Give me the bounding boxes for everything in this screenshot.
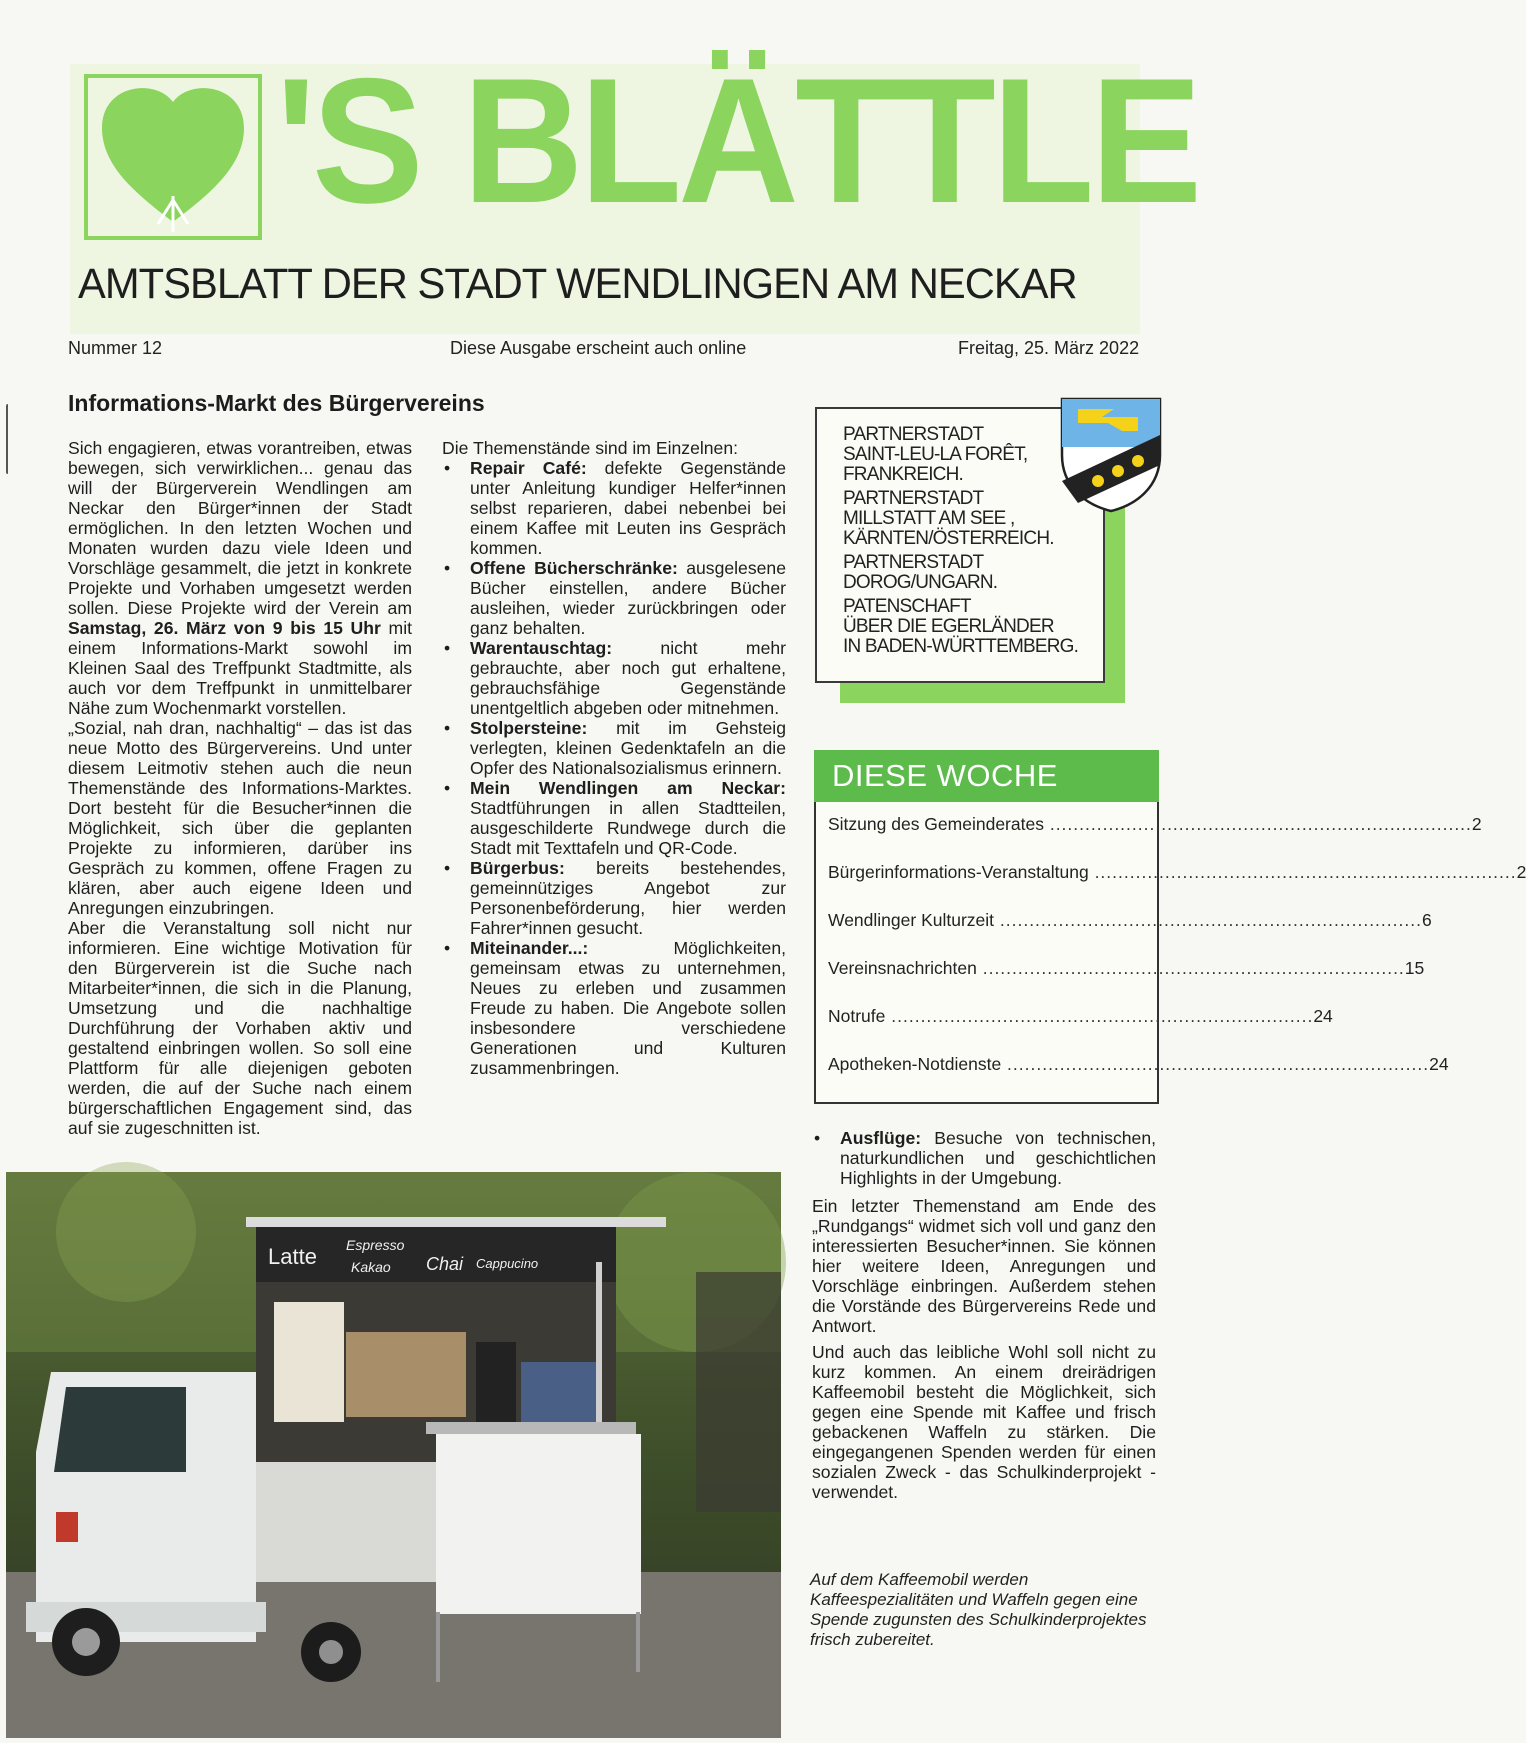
bullet-icon: • xyxy=(814,1128,821,1148)
partner-line: SAINT-LEU-LA FORÊT, xyxy=(843,444,1028,465)
list-item xyxy=(442,778,786,858)
item-text: ausgelesene Bücher einstellen, andere Bücher ausleihen, wieder zurückbringen oder ganz behalten. xyxy=(470,558,786,638)
partner-line: PARTNERSTADT xyxy=(843,424,984,445)
text: mit einem Informations-Markt sowohl im Kleinen Saal des Treffpunkt Stadtmitte, als auch vor dem Treffpunkt in unmittelbarer Nähe zum Wochenmarkt vorstellen. xyxy=(68,618,413,718)
bullet-icon: • xyxy=(444,638,451,658)
toc-row xyxy=(828,958,1425,979)
toc-leader: ........................................................................ xyxy=(976,958,1405,978)
partner-line: IN BADEN-WÜRTTEMBERG. xyxy=(843,636,1079,657)
issue-date: Freitag, 25. März 2022 xyxy=(958,338,1140,358)
item-term: Repair Café: xyxy=(470,458,587,478)
list-item xyxy=(442,558,786,638)
toc-page: 24 xyxy=(1313,1006,1333,1026)
item-text: nicht mehr gebrauchte, aber noch gut erhaltene, gebrauchsfähige Gegenstände unentgeltlich abgeben oder mitnehmen. xyxy=(470,638,786,718)
item-term: Bürgerbus: xyxy=(470,858,565,878)
partner-line: ÜBER DIE EGERLÄNDER xyxy=(843,616,1054,637)
toc-row xyxy=(828,1006,1333,1027)
binder-mark xyxy=(6,404,14,474)
themes-list xyxy=(442,458,786,1078)
paragraph: Ein letzter Themenstand am Ende des „Rundgangs“ widmet sich voll und ganz den interessierten Besucher*innen. Sie können hier weitere Ideen, Anregungen und Vorschläge einbringen. Außerdem stehen die Vorstände des Bürgervereins Rede und Antwort. xyxy=(812,1196,1156,1336)
toc-leader: ........................................................................ xyxy=(1043,814,1472,834)
event-date: Samstag, 26. März von 9 bis 15 Uhr xyxy=(68,618,381,638)
toc-leader: ........................................................................ xyxy=(1088,862,1517,882)
partner-line: MILLSTATT AM SEE , xyxy=(843,508,1015,529)
partner-line: PATENSCHAFT xyxy=(843,596,971,617)
chalkboard-chai: Chai xyxy=(426,1254,464,1274)
item-text: Möglichkeiten, gemeinsam etwas zu unternehmen, Neues zu erleben und zusammen Freude zu haben. Die Angebote sollen insbesondere verschiedene Generationen und Kulturen zusammenbringen. xyxy=(470,938,786,1078)
chalkboard-latte: Latte xyxy=(268,1244,317,1269)
online-note: Diese Ausgabe erscheint auch online xyxy=(450,338,747,358)
masthead-subtitle: AMTSBLATT DER STADT WENDLINGEN AM NECKAR xyxy=(78,260,1077,308)
partner-line: KÄRNTEN/ÖSTERREICH. xyxy=(843,528,1054,549)
item-text: defekte Gegenstände unter Anleitung kundiger Helfer*innen selbst reparieren, dabei nebenbei bei einem Kaffee mit Leuten ins Gespräch kommen. xyxy=(470,458,787,558)
item-term: Mein Wendlingen am Neckar: xyxy=(470,778,786,798)
toc-leader: ........................................................................ xyxy=(885,1006,1314,1026)
linden-leaf-logo xyxy=(84,74,262,240)
toc-label: Notrufe xyxy=(828,1006,886,1026)
bullet-icon: • xyxy=(444,778,451,798)
bullet-icon: • xyxy=(444,458,451,478)
item-text: Besuche von technischen, naturkundlichen und geschichtlichen Highlights in der Umgebung. xyxy=(840,1128,1156,1188)
bullet-icon: • xyxy=(444,938,451,958)
toc-label: Apotheken-Notdienste xyxy=(828,1054,1002,1074)
toc-label: Wendlinger Kulturzeit xyxy=(828,910,995,930)
partner-line: PARTNERSTADT xyxy=(843,552,984,573)
paragraph xyxy=(68,438,412,718)
toc-label: Sitzung des Gemeinderates xyxy=(828,814,1044,834)
chalkboard-kakao: Kakao xyxy=(351,1259,391,1275)
article-column-1 xyxy=(68,438,412,1138)
diese-woche-toc xyxy=(814,802,1526,1104)
partner-line: PARTNERSTADT xyxy=(843,488,984,509)
article-column-3 xyxy=(812,1128,1156,1502)
list-item xyxy=(812,1128,1156,1188)
list-item xyxy=(442,638,786,718)
paragraph: „Sozial, nah dran, nachhaltig“ – das ist das neue Motto des Bürgervereins. Und unter diesem Leitmotiv stehen auch die neun Themenstände des Informations-Marktes. Dort besteht für die Besucher*innen die Möglichkeit, sich über die geplanten Projekte zu informieren, darüber ins Gespräch zu kommen, offene Fragen zu klären, aber auch eigene Ideen und Anregungen einzubringen. xyxy=(68,718,412,918)
list-intro: Die Themenstände sind im Einzelnen: xyxy=(442,438,739,458)
toc-leader: ........................................................................ xyxy=(994,910,1422,930)
item-text: mit im Gehsteig verlegten, kleinen Gedenktafeln an die Opfer des Nationalsozialismus erinnern. xyxy=(470,718,786,778)
masthead-brand: 'S BLÄTTLE xyxy=(276,41,1199,240)
bullet-icon: • xyxy=(444,558,451,578)
toc-label: Bürgerinformations-Veranstaltung xyxy=(828,862,1089,882)
toc-page: 6 xyxy=(1421,910,1432,930)
article-title: Informations-Markt des Bürgervereins xyxy=(68,390,485,416)
toc-page: 2 xyxy=(1516,862,1526,882)
coffee-mobile-photo xyxy=(6,1172,781,1738)
paragraph: Aber die Veranstaltung soll nicht nur informieren. Eine wichtige Motivation für den Bürgerverein ist die Suche nach Mitarbeiter*innen, die sich in die Planung, Umsetzung und die nachhaltige Durchführung der Vorhaben aktiv und gestaltend einbringen wollen. So soll eine Plattform für alle diejenigen geboten werden, die auf der Suche nach einem bürgerschaftlichen Engagement sind, das auf sie zugeschnitten ist. xyxy=(68,918,412,1138)
item-term: Ausflüge: xyxy=(840,1128,922,1148)
article-column-2 xyxy=(442,438,786,1078)
issue-number: Nummer 12 xyxy=(68,338,163,358)
toc-row xyxy=(828,910,1432,931)
item-term: Miteinander...: xyxy=(470,938,589,958)
photo-caption: Auf dem Kaffeemobil werden Kaffeespezialitäten und Waffeln gegen eine Spende zugunsten des Schulkinderprojektes frisch zubereitet. xyxy=(810,1570,1147,1649)
masthead xyxy=(70,41,1199,334)
item-term: Stolpersteine: xyxy=(470,718,588,738)
diese-woche-heading: DIESE WOCHE xyxy=(814,750,1159,802)
toc-page: 2 xyxy=(1471,814,1482,834)
toc-row xyxy=(828,862,1526,883)
list-item xyxy=(442,938,786,1078)
chalkboard-espresso: Espresso xyxy=(346,1237,405,1253)
bullet-icon: • xyxy=(444,858,451,878)
partner-line: DOROG/UNGARN. xyxy=(843,572,998,593)
toc-row xyxy=(828,814,1482,835)
toc-row xyxy=(828,1054,1449,1075)
toc-label: Vereinsnachrichten xyxy=(828,958,977,978)
item-term: Warentauschtag: xyxy=(470,638,613,658)
text: Sich engagieren, etwas vorantreiben, etwas bewegen, sich verwirklichen... genau das will der Bürgerverein Wendlingen am Neckar den Bürger*innen der Stadt ermöglichen. In den letzten Wochen und Monaten wurden dazu viele Ideen und Vorschläge gesammelt, die jetzt in konkrete Projekte und Vorhaben umgesetzt werden sollen. Diese Projekte wird der Verein am xyxy=(68,438,412,618)
coat-of-arms-icon xyxy=(1058,395,1164,513)
list-item xyxy=(442,718,786,778)
bullet-icon: • xyxy=(444,718,451,738)
chalkboard-cappucino: Cappucino xyxy=(476,1256,539,1271)
paragraph: Und auch das leibliche Wohl soll nicht zu kurz kommen. An einem dreirädrigen Kaffeemobil besteht die Möglichkeit, sich gegen eine Spende mit Kaffee und frisch gebackenen Waffeln zu stärken. Die eingegangenen Spenden werden für einen sozialen Zweck - das Schulkinderprojekt - verwendet. xyxy=(812,1342,1156,1502)
leaf-icon xyxy=(96,84,250,232)
item-text: Stadtführungen in allen Stadtteilen, ausgeschilderte Rundwege durch die Stadt mit Texttafeln und QR-Code. xyxy=(470,798,786,858)
item-text: bereits bestehendes, gemeinnütziges Angebot zur Personenbeförderung, hier werden Fahrer*innen gesucht. xyxy=(470,858,786,938)
item-term: Offene Bücherschränke: xyxy=(470,558,678,578)
toc-leader: ........................................................................ xyxy=(1001,1054,1430,1074)
partner-line: FRANKREICH. xyxy=(843,464,963,485)
list-item xyxy=(442,858,786,938)
list-item xyxy=(442,458,786,558)
toc-page: 24 xyxy=(1429,1054,1449,1074)
toc-page: 15 xyxy=(1404,958,1425,978)
